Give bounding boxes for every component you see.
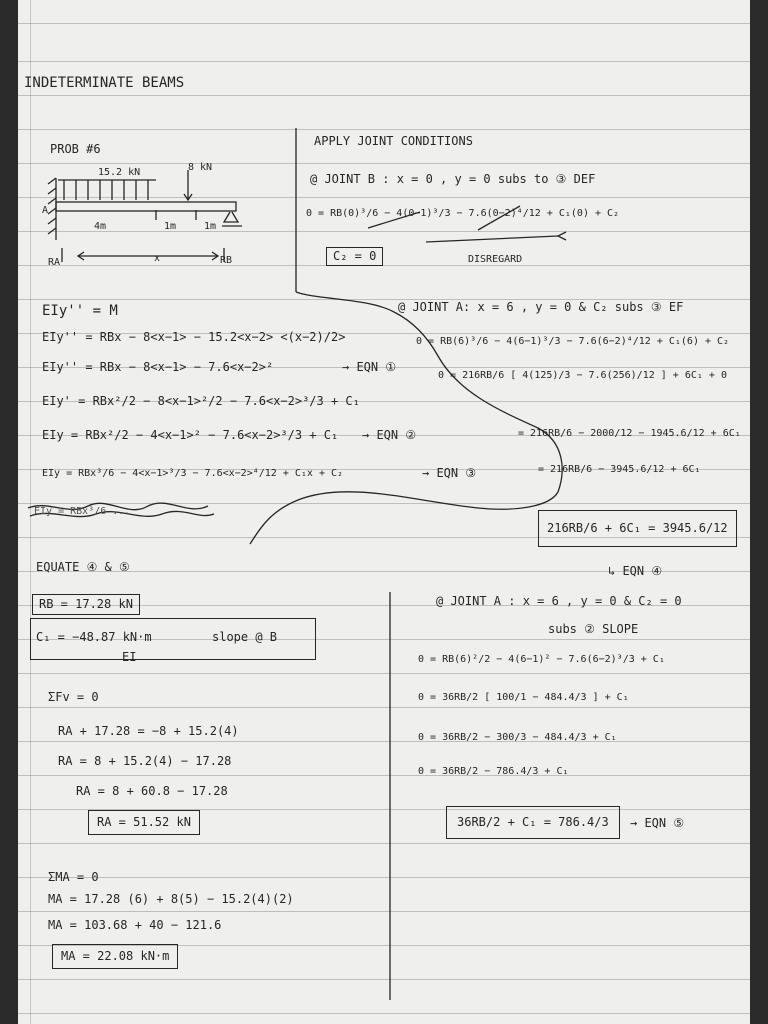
page-title: INDETERMINATE BEAMS xyxy=(24,75,185,91)
joint-conditions-heading: APPLY JOINT CONDITIONS xyxy=(314,134,473,148)
c1-note: slope @ B xyxy=(212,630,278,644)
joint-a-equation-1: 0 = RB(6)³/6 − 4(6−1)³/3 − 7.6(6−2)⁴/12 + C₁(6) + C₂ xyxy=(416,336,730,347)
slope-equation-4: 0 = 36RB/2 − 786.4/3 + C₁ xyxy=(418,766,569,777)
problem-label: PROB #6 xyxy=(50,142,101,156)
sum-fv-line-1: RA + 17.28 = −8 + 15.2(4) xyxy=(58,724,239,738)
reaction-a-label: RA xyxy=(48,257,61,268)
joint-b-equation: 0 = RB(0)³/6 − 4(0−1)³/3 − 7.6(0−2)⁴/12 + C₁(0) + C₂ xyxy=(306,208,620,219)
joint-a-equation-2: 0 = 216RB/6 [ 4(125)/3 − 7.6(256)/12 ] + 6C₁ + 0 xyxy=(438,370,727,381)
sum-ma-line-2: MA = 103.68 + 40 − 121.6 xyxy=(48,918,222,932)
reaction-b-label: RB xyxy=(220,255,233,266)
slope-equation-1: 0 = RB(6)²/2 − 4(6−1)² − 7.6(6−2)³/3 + C₁ xyxy=(418,654,665,665)
derivation-line-1: EIy'' = M xyxy=(42,303,118,319)
rb-result: RB = 17.28 kN xyxy=(32,594,140,615)
c2-result: C₂ = 0 xyxy=(326,247,383,266)
sum-fv-line-3: RA = 8 + 60.8 − 17.28 xyxy=(76,784,228,798)
point-load-label: 8 kN xyxy=(188,162,213,173)
derivation-line-3: EIy'' = RBx − 8<x−1> − 7.6<x−2>² xyxy=(42,360,274,374)
disregard-note: DISREGARD xyxy=(468,254,523,265)
equate-heading: EQUATE ④ & ⑤ xyxy=(36,560,130,574)
ma-result: MA = 22.08 kN·m xyxy=(52,944,178,969)
eqn-5-box: 36RB/2 + C₁ = 786.4/3 xyxy=(446,806,620,839)
slope-equation-3: 0 = 36RB/2 − 300/3 − 484.4/3 + C₁ xyxy=(418,732,617,743)
span-4m-label: 4m xyxy=(94,221,107,232)
derivation-line-4: EIy' = RBx²/2 − 8<x−1>²/2 − 7.6<x−2>³/3 + C₁ xyxy=(42,394,360,408)
c1-unit: EI xyxy=(122,650,137,664)
eqn-2-tag: → EQN ② xyxy=(362,428,417,442)
slope-equation-2: 0 = 36RB/2 [ 100/1 − 484.4/3 ] + C₁ xyxy=(418,692,629,703)
node-a-label: A xyxy=(42,205,49,216)
derivation-line-6: EIy = RBx³/6 − 4<x−1>³/3 − 7.6<x−2>⁴/12 + C₁x + C₂ xyxy=(42,468,344,479)
derivation-line-2: EIy'' = RBx − 8<x−1> − 15.2<x−2> <(x−2)/2> xyxy=(42,330,346,344)
derivation-line-5: EIy = RBx²/2 − 4<x−1>² − 7.6<x−2>³/3 + C₁ xyxy=(42,428,339,442)
sum-fv-line-2: RA = 8 + 15.2(4) − 17.28 xyxy=(58,754,232,768)
c1-result: C₁ = −48.87 kN·m xyxy=(36,630,152,644)
x-label: x xyxy=(154,253,161,264)
eqn-4-tag: ↳ EQN ④ xyxy=(608,564,663,578)
joint-a-condition: @ JOINT A: x = 6 , y = 0 & C₂ subs ③ EF xyxy=(398,300,684,314)
sum-fv-heading: ΣFv = 0 xyxy=(48,690,99,704)
ra-result: RA = 51.52 kN xyxy=(88,810,200,835)
span-1m-label-2: 1m xyxy=(204,221,217,232)
span-1m-label: 1m xyxy=(164,221,177,232)
udl-load-label: 15.2 kN xyxy=(98,167,141,178)
joint-a-slope-subs: subs ② SLOPE xyxy=(548,622,639,636)
eqn-4-box: 216RB/6 + 6C₁ = 3945.6/12 xyxy=(538,510,737,547)
notebook-page xyxy=(18,0,750,1024)
joint-a-equation-4: = 216RB/6 − 3945.6/12 + 6C₁ xyxy=(538,464,701,475)
joint-a-equation-3: = 216RB/6 − 2000/12 − 1945.6/12 + 6C₁ xyxy=(518,428,741,439)
sum-ma-heading: ΣMA = 0 xyxy=(48,870,99,884)
struck-line: EIy = RBx³/6 ... xyxy=(34,506,131,517)
joint-b-condition: @ JOINT B : x = 0 , y = 0 subs to ③ DEF xyxy=(310,172,596,186)
sum-ma-line-1: MA = 17.28 (6) + 8(5) − 15.2(4)(2) xyxy=(48,892,294,906)
eqn-5-tag: → EQN ⑤ xyxy=(630,816,685,830)
joint-a-slope-condition: @ JOINT A : x = 6 , y = 0 & C₂ = 0 xyxy=(436,594,682,608)
eqn-3-tag: → EQN ③ xyxy=(422,466,477,480)
eqn-1-tag: → EQN ① xyxy=(342,360,397,374)
